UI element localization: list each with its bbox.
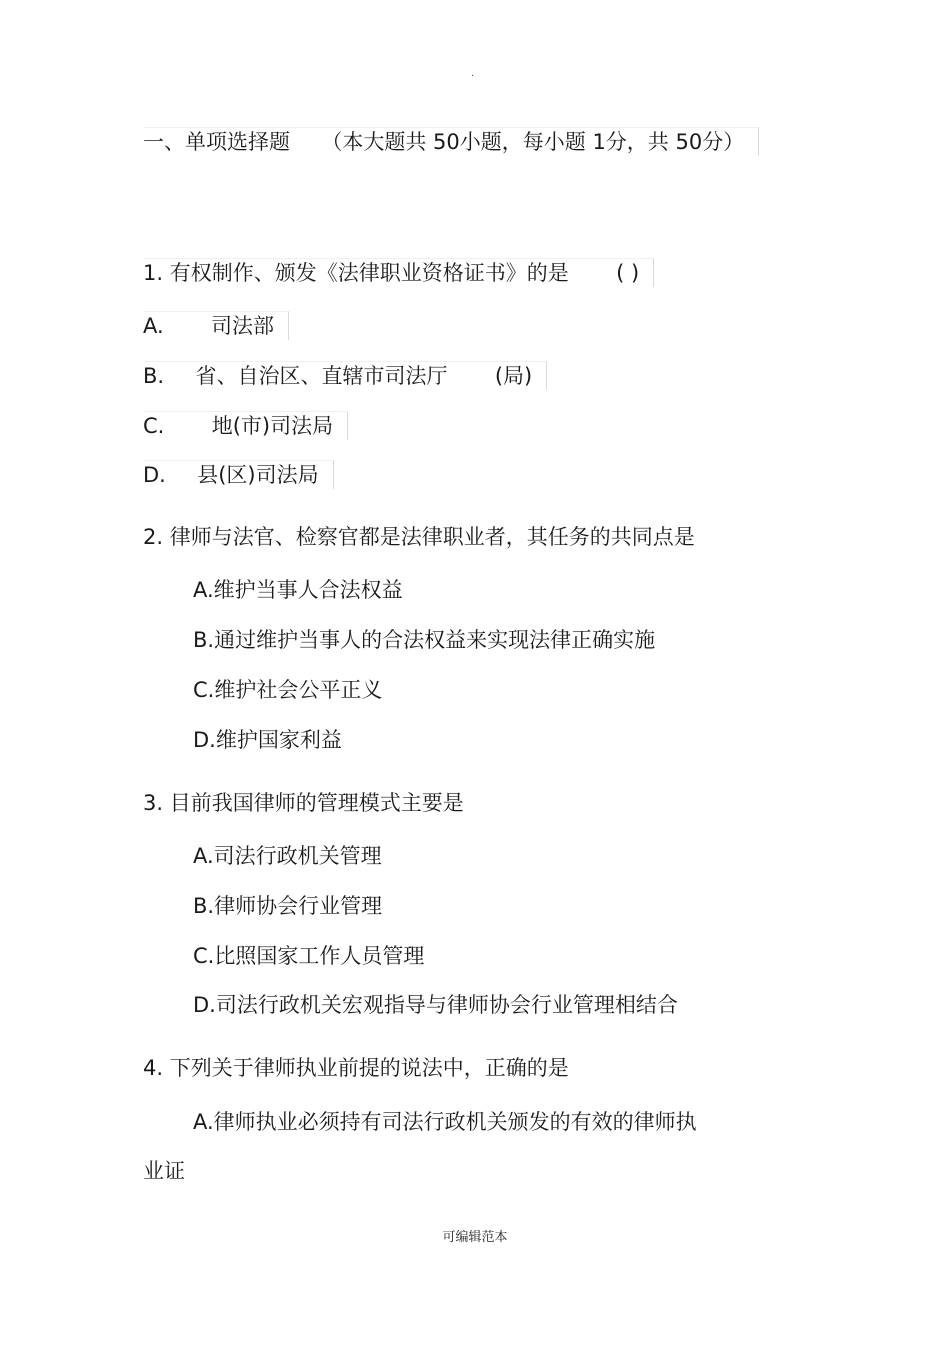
question-1-stem-line	[143, 258, 654, 287]
page-footer: 可编辑范本	[442, 1230, 508, 1245]
section-heading	[143, 127, 759, 156]
question-2-option-a: A.维护当事人合法权益	[193, 578, 403, 602]
question-2-stem: 2. 律师与法官、检察官都是法律职业者，其任务的共同点是	[143, 525, 695, 549]
option-letter: D.	[143, 463, 166, 487]
option-text: 地(市)司法局	[211, 414, 334, 438]
question-1-bracket: ( )	[616, 261, 640, 285]
question-4-stem: 4. 下列关于律师执业前提的说法中，正确的是	[143, 1056, 569, 1080]
section-note: （本大题共 50小题，每小题 1分，共 50分）	[321, 130, 745, 154]
option-letter: B.	[143, 364, 165, 388]
question-1-option-c	[143, 411, 348, 440]
section-title: 一、单项选择题	[143, 130, 290, 154]
question-1-stem: 1. 有权制作、颁发《法律职业资格证书》的是	[143, 261, 569, 285]
question-1-option-d	[143, 460, 334, 489]
page-dot: .	[471, 68, 475, 79]
option-text: 省、自治区、直辖市司法厅	[195, 364, 448, 388]
option-text: 司法部	[211, 314, 275, 338]
question-3-option-a: A.司法行政机关管理	[193, 844, 382, 868]
option-text: 县(区)司法局	[197, 463, 319, 487]
question-2-option-b: B.通过维护当事人的合法权益来实现法律正确实施	[193, 628, 656, 652]
question-3-option-d: D.司法行政机关宏观指导与律师协会行业管理相结合	[193, 993, 678, 1017]
option-text-suffix: (局)	[494, 364, 533, 388]
question-3-option-c: C.比照国家工作人员管理	[193, 944, 425, 968]
question-2-option-c: C.维护社会公平正义	[193, 678, 383, 702]
question-4-option-a: A.律师执业必须持有司法行政机关颁发的有效的律师执	[193, 1110, 697, 1134]
question-1-option-a	[143, 311, 289, 340]
question-3-option-b: B.律师协会行业管理	[193, 894, 383, 918]
option-letter: A.	[143, 314, 164, 338]
question-2-option-d: D.维护国家利益	[193, 728, 342, 752]
question-4-option-a-continued: 业证	[143, 1159, 185, 1183]
question-1-option-b	[143, 361, 547, 390]
question-3-stem: 3. 目前我国律师的管理模式主要是	[143, 791, 464, 815]
option-letter: C.	[143, 414, 165, 438]
